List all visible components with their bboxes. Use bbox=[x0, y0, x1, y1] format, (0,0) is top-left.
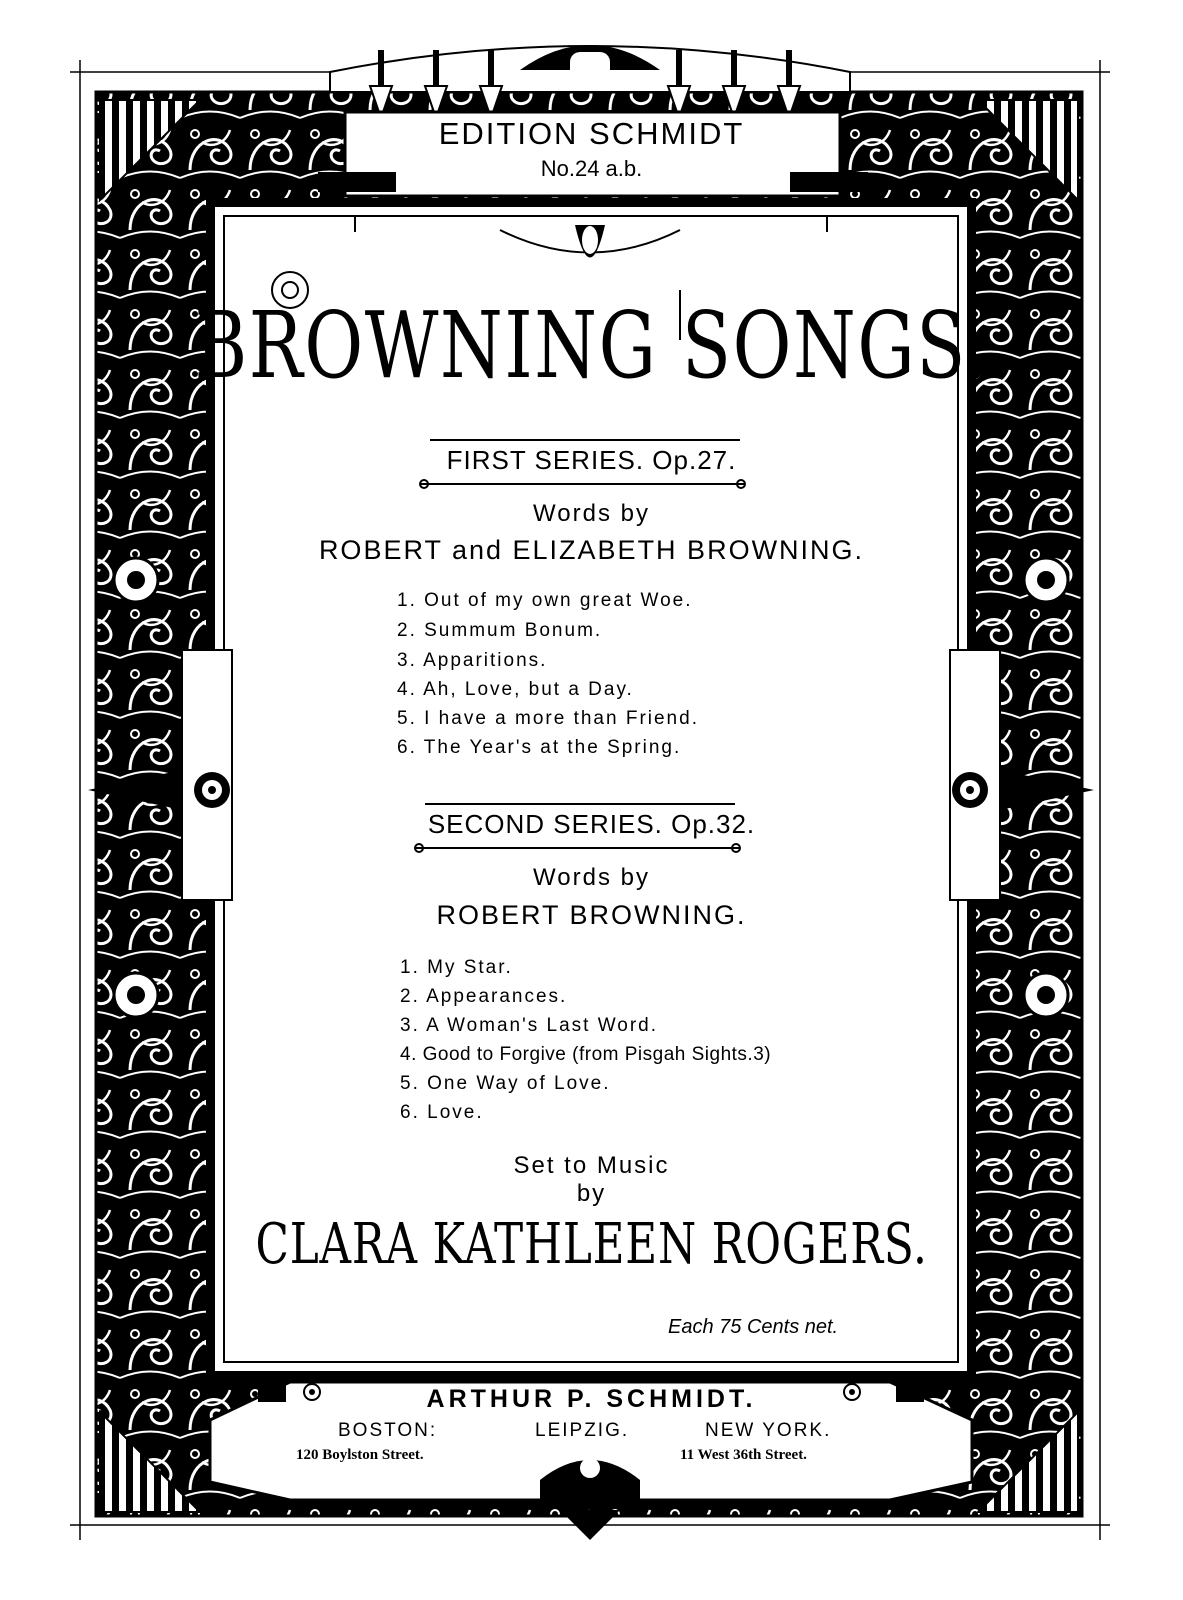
publisher-city: NEW YORK. bbox=[705, 1420, 832, 1441]
price-note: Each 75 Cents net. bbox=[668, 1316, 839, 1338]
song-list-item: 2. Summum Bonum. bbox=[397, 620, 603, 641]
edition-title: EDITION SCHMIDT bbox=[438, 116, 745, 151]
song-list-item: 4. Good to Forgive (from Pisgah Sights.3) bbox=[400, 1044, 772, 1065]
second-series-author: ROBERT BROWNING. bbox=[436, 900, 747, 930]
first-series-words-by: Words by bbox=[533, 500, 650, 527]
publisher-city: BOSTON: bbox=[338, 1420, 438, 1441]
song-list-item: 5. I have a more than Friend. bbox=[397, 708, 699, 729]
song-list-item: 2. Appearances. bbox=[400, 986, 568, 1007]
song-list-item: 3. A Woman's Last Word. bbox=[400, 1015, 659, 1036]
main-title: BROWNING SONGS. bbox=[194, 292, 989, 399]
song-list-item: 5. One Way of Love. bbox=[400, 1073, 611, 1094]
publisher-address: 11 West 36th Street. bbox=[680, 1447, 807, 1463]
song-list-item: 4. Ah, Love, but a Day. bbox=[397, 679, 634, 700]
edition-number: No.24 a.b. bbox=[540, 156, 643, 181]
first-series-author: ROBERT and ELIZABETH BROWNING. bbox=[318, 535, 865, 565]
by-label: by bbox=[576, 1180, 607, 1207]
song-list-item: 3. Apparitions. bbox=[397, 650, 548, 671]
second-series-words-by: Words by bbox=[533, 864, 650, 891]
set-to-music-label: Set to Music bbox=[513, 1152, 670, 1179]
song-list-item: 1. My Star. bbox=[400, 957, 513, 978]
second-series-heading: SECOND SERIES. Op.32. bbox=[427, 809, 756, 839]
publisher-name: ARTHUR P. SCHMIDT. bbox=[426, 1385, 757, 1413]
first-series-heading: FIRST SERIES. Op.27. bbox=[446, 445, 737, 475]
song-list-item: 6. Love. bbox=[400, 1102, 484, 1123]
composer-name: CLARA KATHLEEN ROGERS. bbox=[255, 1212, 928, 1277]
song-list-item: 1. Out of my own great Woe. bbox=[397, 590, 693, 611]
song-list-item: 6. The Year's at the Spring. bbox=[397, 737, 682, 758]
publisher-city: LEIPZIG. bbox=[535, 1420, 630, 1441]
publisher-address: 120 Boylston Street. bbox=[296, 1447, 424, 1463]
